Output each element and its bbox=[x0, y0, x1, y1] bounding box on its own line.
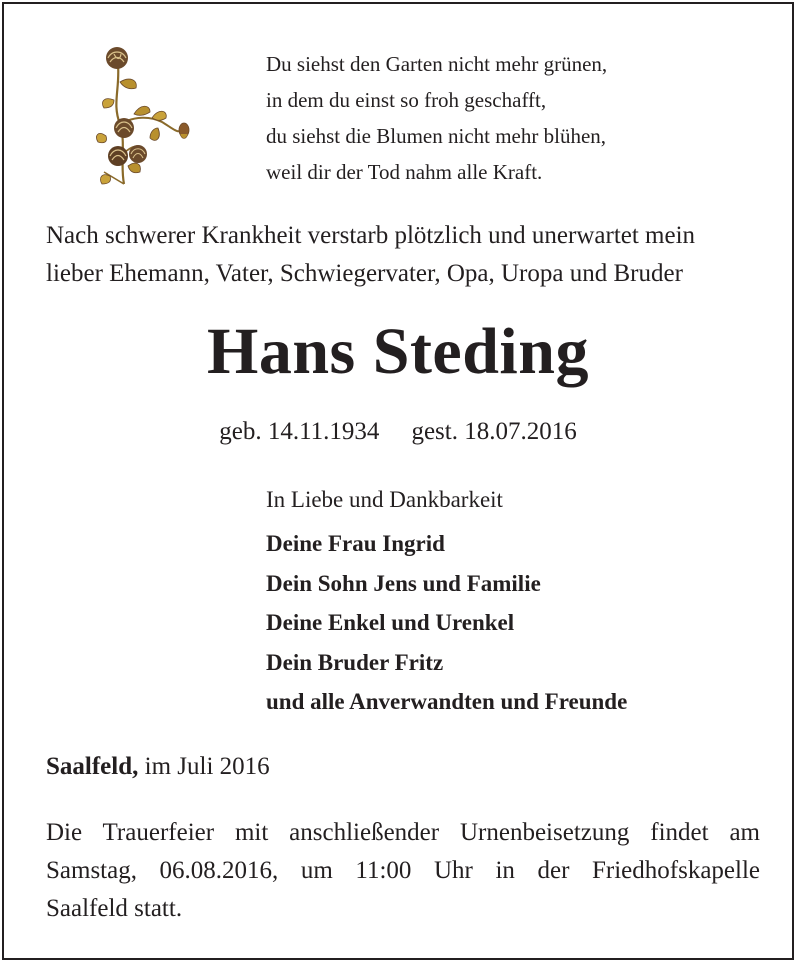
funeral-line: Samstag, 06.08.2016, um 11:00 Uhr in der Friedhofskapelle bbox=[46, 857, 760, 884]
rose-branch-icon bbox=[90, 44, 190, 194]
funeral-line: Die Trauerfeier mit anschließender Urnenbeisetzung findet am bbox=[46, 819, 760, 846]
mourner-name: und alle Anverwandten und Freunde bbox=[266, 689, 628, 714]
funeral-line: Saalfeld statt. bbox=[46, 895, 183, 922]
mourner-name: Dein Sohn Jens und Familie bbox=[266, 570, 541, 596]
intro-text bbox=[46, 217, 695, 293]
life-dates bbox=[4, 414, 792, 450]
poem-line: in dem du einst so froh geschafft, bbox=[266, 88, 547, 112]
mourner-name: Dein Bruder Fritz bbox=[266, 649, 444, 675]
funeral-info bbox=[46, 814, 760, 928]
poem-line: Du siehst den Garten nicht mehr grünen, bbox=[266, 52, 608, 76]
notice-date: im Juli 2016 bbox=[144, 753, 270, 780]
poem-line: weil dir der Tod nahm alle Kraft. bbox=[266, 160, 543, 184]
mourners-heading: In Liebe und Dankbarkeit bbox=[266, 487, 503, 512]
intro-line: Nach schwerer Krankheit verstarb plötzlich und unerwartet mein bbox=[46, 222, 696, 249]
place-and-date bbox=[46, 748, 270, 786]
mourner-name: Deine Frau Ingrid bbox=[266, 531, 445, 556]
birth-date: geb. 14.11.1934 bbox=[219, 418, 380, 445]
poem bbox=[266, 46, 607, 190]
intro-line: lieber Ehemann, Vater, Schwiegervater, Opa, Uropa und Bruder bbox=[46, 260, 683, 287]
mourner-name: Deine Enkel und Urenkel bbox=[266, 610, 515, 635]
poem-line: du siehst die Blumen nicht mehr blühen, bbox=[266, 124, 607, 148]
place-city: Saalfeld, bbox=[46, 753, 139, 780]
obituary-notice bbox=[2, 2, 794, 960]
death-date: gest. 18.07.2016 bbox=[411, 418, 577, 445]
deceased-name: Hans Steding bbox=[207, 315, 589, 388]
mourners-block bbox=[266, 482, 627, 722]
